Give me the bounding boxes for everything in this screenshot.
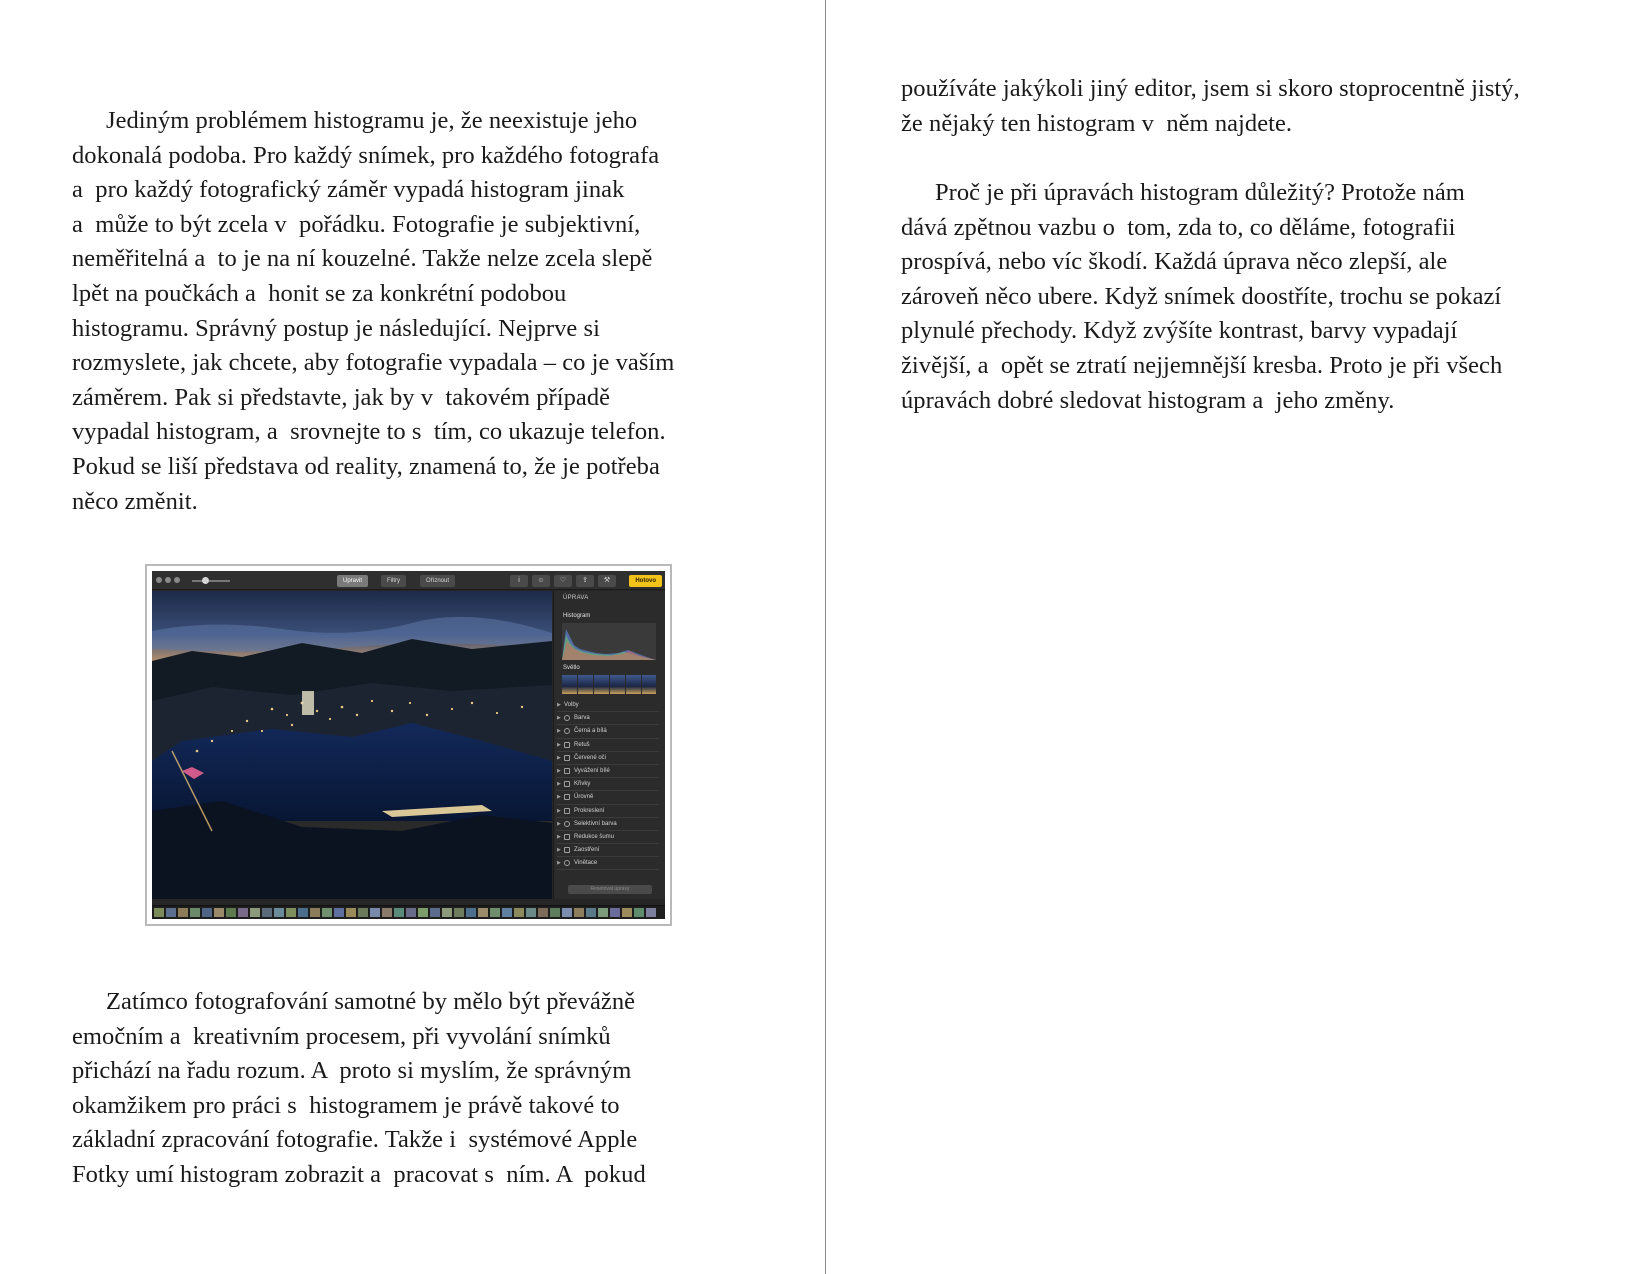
light-thumbnail — [610, 675, 625, 694]
text-line: něco změnit. — [72, 487, 198, 515]
text-line: dává zpětnou vazbu o tom, zda to, co děláme, fotografii — [901, 213, 1456, 241]
filmstrip-thumbnail — [634, 908, 644, 917]
info-icon: i — [510, 575, 528, 587]
text-line: a pro každý fotografický záměr vypadá histogram jinak — [72, 176, 625, 204]
share-icon: ⇪ — [576, 575, 594, 587]
filmstrip-thumbnail — [346, 908, 356, 917]
filmstrip-thumbnail — [286, 908, 296, 917]
heart-icon: ♡ — [554, 575, 572, 587]
text-line: záměrem. Pak si představte, jak by v takovém případě — [72, 383, 611, 411]
tab-crop: Oříznout — [420, 575, 455, 587]
text-line: a může to být zcela v pořádku. Fotografie je subjektivní, — [72, 210, 641, 238]
filmstrip-thumbnail — [646, 908, 656, 917]
light-section-label: Světlo — [563, 665, 580, 671]
text-line: používáte jakýkoli jiný editor, jsem si skoro stoprocentně jistý, — [901, 75, 1520, 102]
text-line: Fotky umí histogram zobrazit a pracovat s ním. A pokud — [72, 1160, 646, 1188]
tab-edit: Upravit — [337, 575, 368, 587]
light-thumbnail — [594, 675, 609, 694]
adjustment-item: ▶ Retuš — [557, 739, 659, 752]
light-thumbnails — [562, 675, 656, 694]
text-line: prospívá, nebo víc škodí. Každá úprava něco zlepší, ale — [901, 248, 1448, 276]
filmstrip-thumbnail — [214, 908, 224, 917]
filmstrip-thumbnail — [166, 908, 176, 917]
adjustment-item: ▶ Barva — [557, 712, 659, 725]
text-line: živější, a opět se ztratí nejjemnější kresba. Proto je při všech — [901, 351, 1503, 379]
filmstrip-thumbnail — [394, 908, 404, 917]
text-line: základní zpracování fotografie. Takže i systémové Apple — [72, 1126, 638, 1154]
filmstrip-thumbnail — [430, 908, 440, 917]
text-line: histogramu. Správný postup je následující. Nejprve si — [72, 314, 600, 342]
filmstrip-thumbnail — [334, 908, 344, 917]
filmstrip-thumbnail — [490, 908, 500, 917]
editor-toolbar — [152, 571, 665, 590]
light-thumbnail — [642, 675, 656, 694]
text-line: Proč je při úpravách histogram důležitý? Protože nám — [935, 179, 1465, 206]
text-line: Jediným problémem histogramu je, že neexistuje jeho — [106, 107, 638, 134]
adjustment-item: ▶ Vyvážení bílé — [557, 765, 659, 778]
filmstrip-thumbnail — [586, 908, 596, 917]
filmstrip-thumbnail — [190, 908, 200, 917]
filmstrip-thumbnail — [298, 908, 308, 917]
filmstrip-thumbnail — [322, 908, 332, 917]
filmstrip-thumbnail — [178, 908, 188, 917]
filmstrip-thumbnail — [382, 908, 392, 917]
text-line: Pokud se liší představa od reality, znamená to, že je potřeba — [72, 452, 660, 480]
text-line: rozmyslete, jak chcete, aby fotografie vypadala – co je vaším — [72, 349, 675, 377]
filmstrip-thumbnail — [226, 908, 236, 917]
filmstrip-thumbnail — [478, 908, 488, 917]
text-line: zároveň něco ubere. Když snímek doostříte, trochu se pokazí — [901, 282, 1502, 310]
adjustment-item: ▶ Úrovně — [557, 791, 659, 804]
photos-app-screenshot — [145, 564, 672, 926]
tab-filters: Filtry — [381, 575, 406, 587]
filmstrip-thumbnail — [406, 908, 416, 917]
text-line: dokonalá podoba. Pro každý snímek, pro každého fotografa — [72, 141, 660, 169]
filmstrip-thumbnail — [562, 908, 572, 917]
text-line: plynulé přechody. Když zvýšíte kontrast, barvy vypadají — [901, 317, 1458, 345]
filmstrip-thumbnail — [250, 908, 260, 917]
close-window-icon — [156, 577, 162, 583]
light-thumbnail — [626, 675, 641, 694]
adjustment-item: ▶ Vinětace — [557, 857, 659, 870]
photos-editor-window — [152, 571, 665, 919]
text-line: úpravách dobré sledovat histogram a jeho změny. — [901, 386, 1395, 414]
histogram-graph — [562, 623, 656, 660]
filmstrip-thumbnail — [502, 908, 512, 917]
filmstrip-thumbnail — [466, 908, 476, 917]
filmstrip-thumbnail — [526, 908, 536, 917]
filmstrip-thumbnail — [154, 908, 164, 917]
left-paragraph-1 — [72, 104, 674, 519]
filmstrip-thumbnail — [202, 908, 212, 917]
text-line: okamžikem pro práci s histogramem je právě takové to — [72, 1091, 620, 1119]
filmstrip-thumbnail — [442, 908, 452, 917]
zoom-slider — [192, 580, 230, 582]
filmstrip-thumbnail — [262, 908, 272, 917]
adjustment-item: ▶ Volby — [557, 699, 659, 712]
text-line: Zatímco fotografování samotné by mělo být převážně — [106, 988, 636, 1015]
adjustment-item: ▶ Redukce šumu — [557, 831, 659, 844]
filmstrip-thumbnail — [514, 908, 524, 917]
adjustment-list — [557, 699, 659, 870]
adjustments-panel — [553, 591, 665, 899]
text-line: přichází na řadu rozum. A proto si myslím, že správným — [72, 1057, 632, 1085]
adjustment-item: ▶ Černá a bílá — [557, 725, 659, 738]
filmstrip-thumbnail — [238, 908, 248, 917]
filmstrip-thumbnail — [574, 908, 584, 917]
adjustment-item: ▶ Selektivní barva — [557, 818, 659, 831]
reset-adjustments-button: Resetovat úpravy — [568, 885, 652, 894]
panel-title: ÚPRAVA — [563, 595, 589, 601]
histogram-chart — [562, 623, 656, 660]
tools-icon: ⚒ — [598, 575, 616, 587]
text-line: emočním a kreativním procesem, při vyvolání snímků — [72, 1022, 611, 1050]
text-line: neměřitelná a to je na ní kouzelné. Takže nelze zcela slepě — [72, 245, 653, 273]
night-city-photo — [152, 591, 552, 899]
light-thumbnail — [578, 675, 593, 694]
filmstrip-thumbnail — [550, 908, 560, 917]
text-line: že nějaký ten histogram v něm najdete. — [901, 109, 1293, 137]
page-gutter-divider — [825, 0, 826, 1274]
photo-filmstrip — [152, 905, 665, 919]
filmstrip-thumbnail — [610, 908, 620, 917]
adjustment-item: ▶ Zaostření — [557, 844, 659, 857]
adjustment-item: ▶ Červené oči — [557, 752, 659, 765]
filmstrip-thumbnail — [454, 908, 464, 917]
text-line: lpět na poučkách a honit se za konkrétní podobou — [72, 279, 567, 307]
light-thumbnail — [562, 675, 577, 694]
filmstrip-thumbnail — [538, 908, 548, 917]
filmstrip-thumbnail — [622, 908, 632, 917]
adjustment-item: ▶ Prokreslení — [557, 805, 659, 818]
filmstrip-thumbnail — [598, 908, 608, 917]
emoji-icon: ☺ — [532, 575, 550, 587]
left-paragraph-2 — [72, 985, 646, 1193]
done-button: Hotovo — [629, 575, 662, 587]
zoom-window-icon — [174, 577, 180, 583]
zoom-slider-knob — [202, 577, 209, 584]
text-line: vypadal histogram, a srovnejte to s tím, co ukazuje telefon. — [72, 418, 666, 446]
filmstrip-thumbnail — [370, 908, 380, 917]
filmstrip-thumbnail — [358, 908, 368, 917]
filmstrip-thumbnail — [274, 908, 284, 917]
adjustment-item: ▶ Křivky — [557, 778, 659, 791]
filmstrip-thumbnail — [418, 908, 428, 917]
histogram-label: Histogram — [563, 613, 591, 619]
cityscape-image — [152, 591, 552, 899]
filmstrip-thumbnail — [310, 908, 320, 917]
right-paragraph-2 — [901, 176, 1502, 418]
right-paragraph-1 — [901, 72, 1520, 141]
minimize-window-icon — [165, 577, 171, 583]
